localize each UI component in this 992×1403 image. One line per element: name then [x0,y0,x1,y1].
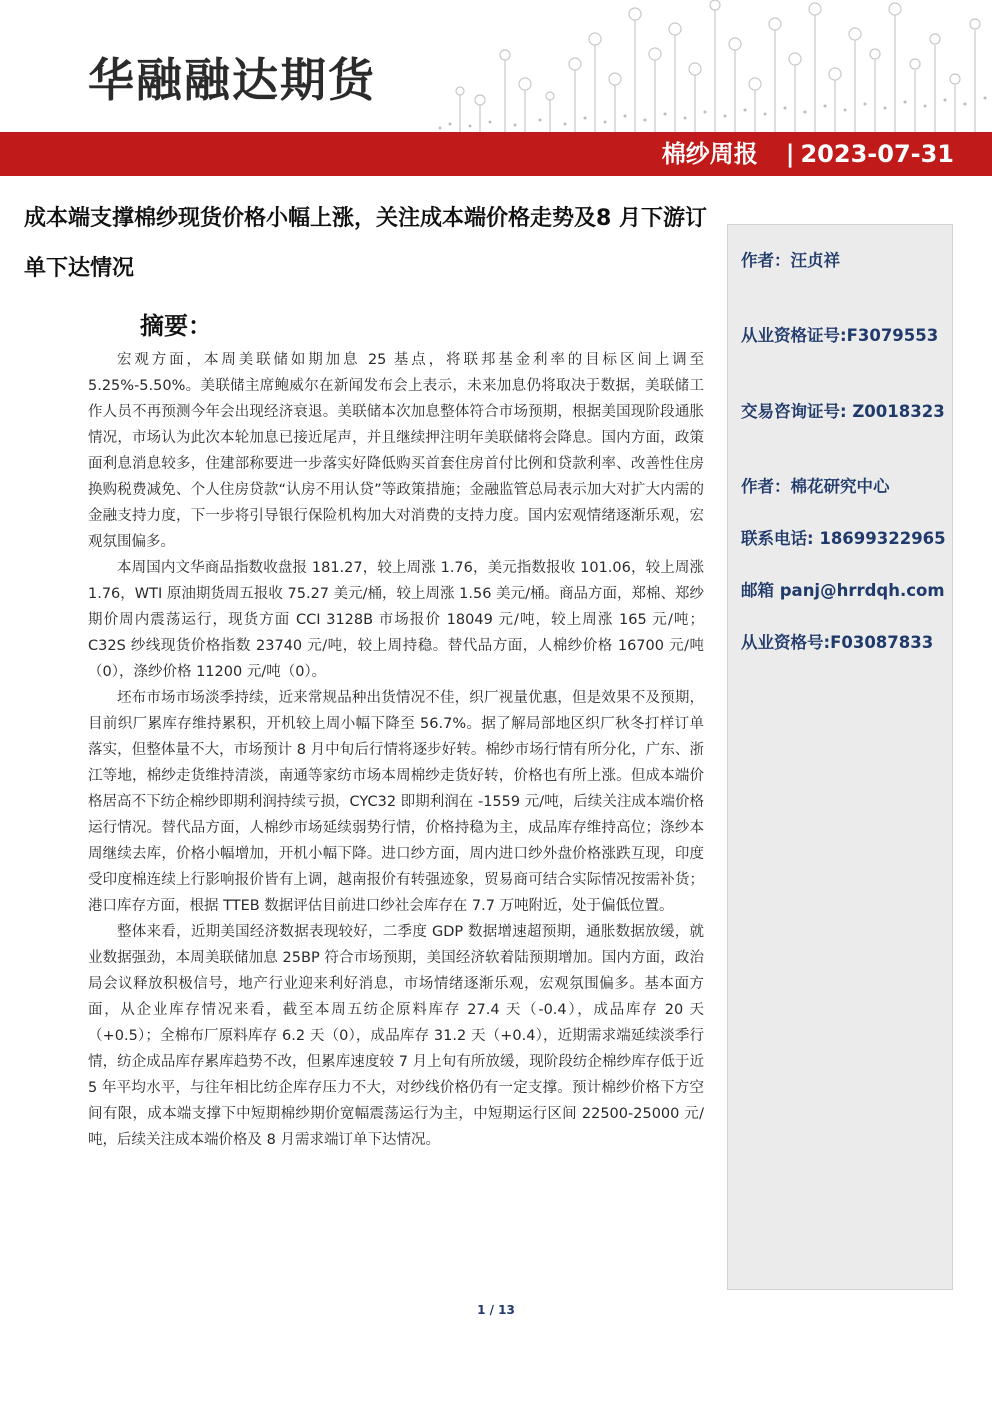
contact-phone: 联系电话: 18699322965 [741,529,946,548]
paragraph-macro: 宏观方面，本周美联储如期加息 25 基点，将联邦基金利率的目标区间上调至 5.25%-5.50%。美联储主席鲍威尔在新闻发布会上表示，未来加息仍将取决于数据，美联储工作人员不再预测今年会出现经济衰退。美联储本次加息整体符合市场预期，根据美国现阶段通胀情况，市场认为此次本轮加息已接近尾声，并且继续押注明年美联储将会降息。国内方面，政策面利息消息较多，住建部称要进一步落实好降低购买首套住房首付比例和贷款利率、改善性住房换购税费减免、个人住房贷款“认房不用认贷”等政策措施；金融监管总局表示加大对扩大内需的金融支持力度，下一步将引导银行保险机构加大对消费的支持力度。国内宏观情绪逐渐乐观，宏观氛围偏多。 [88,352,704,550]
qualification-number: 从业资格号:F03087833 [741,633,934,652]
summary-body [88,347,704,1153]
author-team: 作者：棉花研究中心 [741,477,890,496]
report-title: 成本端支撑棉纱现货价格小幅上涨，关注成本端价格走势及8 月下游订单下达情况 [24,206,707,281]
report-header [0,0,992,180]
cert-number: 从业资格证号:F3079553 [741,326,939,345]
paragraph-outlook: 整体来看，近期美国经济数据表现较好，二季度 GDP 数据增速超预期，通胀数据放缓，就业数据强劲，本周美联储加息 25BP 符合市场预期，美国经济软着陆预期增加。国内方面，政治局会议释放积极信号，地产行业迎来利好消息，市场情绪逐渐乐观，宏观氛围偏多。基本面方面，从企业库存情况来看，截至本周五纺企原料库存 27.4 天（-0.4），成品库存 20 天（+0.5）；全棉布厂原料库存 6.2 天（0），成品库存 31.2 天（+0.4），近期需求端延续淡季行情，纺企成品库存累库趋势不改，但累库速度较 7 月上旬有所放缓，现阶段纺企棉纱库存低于近 5 年平均水平，与往年相比纺企库存压力不大，对纱线价格仍有一定支撑。预计棉纱价格下方空间有限，成本端支撑下中短期棉纱期价宽幅震荡运行为主，中短期运行区间 22500-25000 元/吨，后续关注成本端价格及 8 月需求端订单下达情况。 [88,924,704,1148]
trade-consult-number: 交易咨询证号: Z0018323 [741,402,945,421]
contact-email: 邮箱 panj@hrrdqh.com [741,581,945,600]
paragraph-fabric: 坯布市场市场淡季持续，近来常规品种出货情况不佳，织厂视量优惠，但是效果不及预期，目前织厂累库存维持累积，开机较上周小幅下降至 56.7%。据了解局部地区织厂秋冬打样订单落实，但整体量不大，市场预计 8 月中旬后行情将逐步好转。棉纱市场行情有所分化，广东、浙江等地，棉纱走货维持清淡，南通等家纺市场本周棉纱走货好转，价格也有所上涨。但成本端价格居高不下纺企棉纱即期利润持续亏损，CYC32 即期利润在 -1559 元/吨，后续关注成本端价格运行情况。替代品方面，人棉纱市场延续弱势行情，价格持稳为主，成品库存维持高位；涤纱本周继续去库，价格小幅增加，开机小幅下降。进口纱方面，周内进口纱外盘价格涨跌互现，印度受印度棉连续上行影响报价皆有上调，越南报价有转强迹象，贸易商可结合实际情况按需补货；港口库存方面，根据 TTEB 数据评估目前进口纱社会库存在 7.7 万吨附近，处于偏低位置。 [88,690,704,914]
page-number: 1 / 13 [477,1303,515,1317]
header-separator: | [785,140,795,168]
report-info [662,136,954,172]
author-sidebar [727,224,953,1290]
decorative-pins-graphic [430,0,992,132]
company-logo-text: 华融融达期货 [88,53,376,107]
author-name: 作者：汪贞祥 [741,251,840,270]
report-type: 棉纱周报 [661,140,758,168]
header-red-bar [0,132,992,176]
summary-heading: 摘要： [140,312,212,340]
report-date: 2023-07-31 [800,140,954,168]
paragraph-market: 本周国内文华商品指数收盘报 181.27，较上周涨 1.76，美元指数报收 101.06，较上周涨 1.76，WTI 原油期货周五报收 75.27 美元/桶，较上周涨 1.56 美元/桶。商品方面，郑棉、郑纱期价周内震荡运行，现货方面 CCI 3128B 市场报价 18049 元/吨，较上周涨 165 元/吨；C32S 纱线现货价格指数 23740 元/吨，较上周持稳。替代品方面，人棉纱价格 16700 元/吨（0），涤纱价格 11200 元/吨（0）。 [88,560,704,680]
